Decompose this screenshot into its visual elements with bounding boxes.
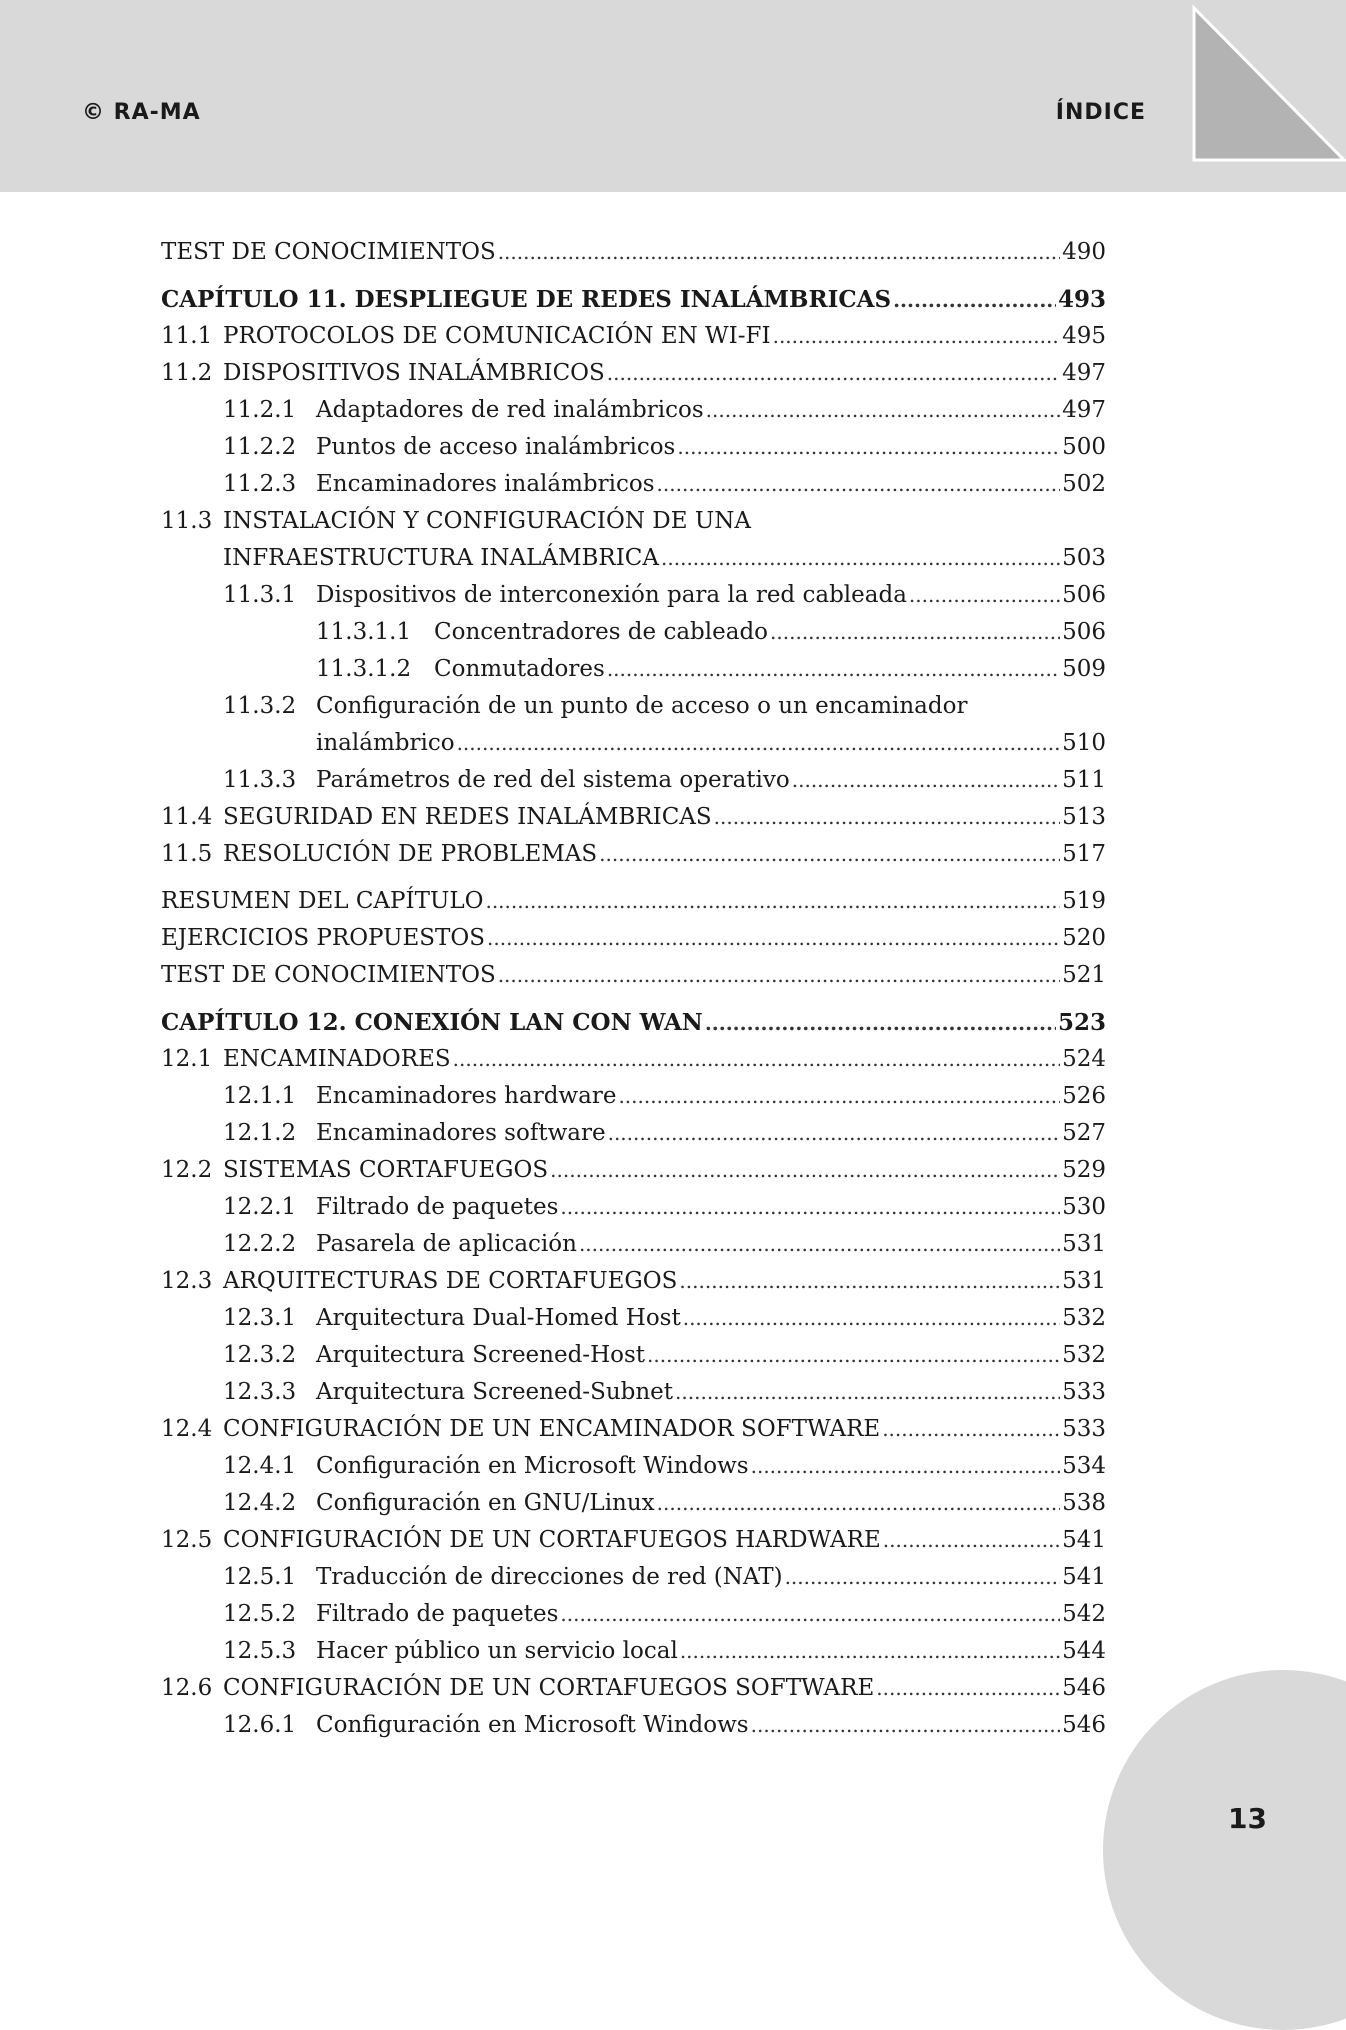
toc-title: SEGURIDAD EN REDES INALÁMBRICAS bbox=[223, 804, 712, 830]
toc-entry-line2[interactable] bbox=[161, 725, 1106, 762]
toc-number: 12.1 bbox=[161, 1046, 213, 1072]
toc-leader bbox=[618, 1078, 1060, 1115]
toc-leader bbox=[751, 1707, 1060, 1744]
toc-title-continued: INFRAESTRUCTURA INALÁMBRICA bbox=[223, 545, 660, 571]
toc-entry[interactable] bbox=[161, 1633, 1106, 1670]
toc-page: 533 bbox=[1062, 1379, 1106, 1405]
toc-entry[interactable] bbox=[161, 762, 1106, 799]
toc-number: 12.4 bbox=[161, 1416, 213, 1442]
toc-entry[interactable] bbox=[161, 1448, 1106, 1485]
toc-number: 12.1.2 bbox=[223, 1120, 297, 1146]
toc-entry[interactable] bbox=[161, 1337, 1106, 1374]
toc-page: 530 bbox=[1062, 1194, 1106, 1220]
toc-number: 11.3.3 bbox=[223, 767, 297, 793]
toc-page: 541 bbox=[1062, 1564, 1106, 1590]
toc-number: 11.3.1.1 bbox=[316, 619, 412, 645]
page-header bbox=[0, 0, 1346, 192]
toc-title: Filtrado de paquetes bbox=[316, 1194, 559, 1220]
toc-page: 495 bbox=[1062, 323, 1106, 349]
toc-page: 541 bbox=[1062, 1527, 1106, 1553]
section-label: ÍNDICE bbox=[1055, 100, 1146, 125]
toc-leader bbox=[457, 725, 1061, 762]
toc-title: CONFIGURACIÓN DE UN CORTAFUEGOS HARDWARE bbox=[223, 1527, 881, 1553]
toc-leader bbox=[893, 281, 1056, 318]
toc-page: 546 bbox=[1062, 1712, 1106, 1738]
toc-number: 11.2.2 bbox=[223, 434, 297, 460]
toc-title: DISPOSITIVOS INALÁMBRICOS bbox=[223, 360, 605, 386]
toc-title: Pasarela de aplicación bbox=[316, 1231, 577, 1257]
toc-entry[interactable] bbox=[161, 799, 1106, 836]
toc-entry[interactable] bbox=[161, 577, 1106, 614]
toc-leader bbox=[683, 1300, 1060, 1337]
toc-number: 11.2.3 bbox=[223, 471, 297, 497]
toc-leader bbox=[607, 651, 1060, 688]
toc-number: 12.2.1 bbox=[223, 1194, 297, 1220]
toc-title: Conmutadores bbox=[434, 656, 605, 682]
toc-page: 497 bbox=[1062, 397, 1106, 423]
toc-leader bbox=[883, 1522, 1060, 1559]
toc-leader bbox=[677, 429, 1060, 466]
toc-leader bbox=[647, 1337, 1060, 1374]
toc-number: 11.3 bbox=[161, 508, 213, 534]
toc-page: 510 bbox=[1062, 730, 1106, 756]
toc-leader bbox=[550, 1152, 1060, 1189]
toc-leader bbox=[608, 1115, 1061, 1152]
toc-title: Arquitectura Dual-Homed Host bbox=[316, 1305, 681, 1331]
toc-leader bbox=[498, 234, 1060, 271]
toc-entry[interactable] bbox=[161, 1559, 1106, 1596]
toc-leader bbox=[785, 1559, 1061, 1596]
toc-page: 521 bbox=[1062, 962, 1106, 988]
toc-number: 12.3 bbox=[161, 1268, 213, 1294]
toc-page: 542 bbox=[1062, 1601, 1106, 1627]
toc-entry-line2[interactable] bbox=[161, 540, 1106, 577]
toc-title: Arquitectura Screened-Subnet bbox=[316, 1379, 674, 1405]
toc-title: EJERCICIOS PROPUESTOS bbox=[161, 925, 486, 951]
toc-entry[interactable] bbox=[161, 318, 1106, 355]
toc-title: INSTALACIÓN Y CONFIGURACIÓN DE UNA bbox=[223, 508, 751, 534]
toc-page: 523 bbox=[1057, 1009, 1106, 1036]
toc-page: 502 bbox=[1062, 471, 1106, 497]
toc-title: CONFIGURACIÓN DE UN ENCAMINADOR SOFTWARE bbox=[223, 1416, 881, 1442]
toc-page: 509 bbox=[1062, 656, 1106, 682]
toc-title: Puntos de acceso inalámbricos bbox=[316, 434, 676, 460]
toc-leader bbox=[680, 1633, 1060, 1670]
toc-page: 520 bbox=[1062, 925, 1106, 951]
toc-entry[interactable] bbox=[161, 1152, 1106, 1189]
toc-page: 534 bbox=[1062, 1453, 1106, 1479]
toc-leader bbox=[661, 540, 1060, 577]
toc-leader bbox=[579, 1226, 1060, 1263]
toc-page: 531 bbox=[1062, 1268, 1106, 1294]
toc-number: 11.2.1 bbox=[223, 397, 297, 423]
toc-leader bbox=[657, 1485, 1060, 1522]
toc-title: CONFIGURACIÓN DE UN CORTAFUEGOS SOFTWARE bbox=[223, 1675, 875, 1701]
toc-page: 506 bbox=[1062, 619, 1106, 645]
toc-page: 497 bbox=[1062, 360, 1106, 386]
toc-leader bbox=[706, 392, 1060, 429]
toc-entry[interactable] bbox=[161, 883, 1106, 920]
toc-title: Concentradores de cableado bbox=[434, 619, 769, 645]
toc-number: 12.4.2 bbox=[223, 1490, 297, 1516]
toc-number: 11.5 bbox=[161, 841, 213, 867]
toc-page: 503 bbox=[1062, 545, 1106, 571]
toc-title: Parámetros de red del sistema operativo bbox=[316, 767, 790, 793]
toc-number: 12.6.1 bbox=[223, 1712, 297, 1738]
toc-title: SISTEMAS CORTAFUEGOS bbox=[223, 1157, 549, 1183]
toc-page: 519 bbox=[1062, 888, 1106, 914]
toc-title: Configuración en Microsoft Windows bbox=[316, 1712, 749, 1738]
toc-number: 12.5.3 bbox=[223, 1638, 297, 1664]
page-corner-fold bbox=[1176, 0, 1346, 170]
toc-leader bbox=[882, 1411, 1060, 1448]
toc-number: 12.5.2 bbox=[223, 1601, 297, 1627]
toc-page: 544 bbox=[1062, 1638, 1106, 1664]
toc-leader bbox=[487, 920, 1060, 957]
publisher-label: © RA-MA bbox=[82, 100, 201, 125]
toc-entry[interactable] bbox=[161, 836, 1106, 873]
toc-title: Arquitectura Screened-Host bbox=[316, 1342, 646, 1368]
toc-entry-line1[interactable] bbox=[161, 503, 1106, 540]
toc-number: 11.1 bbox=[161, 323, 213, 349]
toc-entry[interactable] bbox=[161, 1411, 1106, 1448]
toc-entry[interactable] bbox=[161, 234, 1106, 271]
toc-page: 532 bbox=[1062, 1305, 1106, 1331]
toc-leader bbox=[773, 318, 1061, 355]
toc-entry[interactable] bbox=[161, 1189, 1106, 1226]
toc-page: 506 bbox=[1062, 582, 1106, 608]
toc-leader bbox=[751, 1448, 1060, 1485]
toc-leader bbox=[657, 466, 1061, 503]
toc-page: 531 bbox=[1062, 1231, 1106, 1257]
toc-entry[interactable] bbox=[161, 1263, 1106, 1300]
toc-page: 527 bbox=[1062, 1120, 1106, 1146]
toc-title: ARQUITECTURAS DE CORTAFUEGOS bbox=[223, 1268, 678, 1294]
toc-number: 11.2 bbox=[161, 360, 213, 386]
toc-number: 12.3.2 bbox=[223, 1342, 297, 1368]
toc-leader bbox=[453, 1041, 1060, 1078]
toc-entry[interactable] bbox=[161, 1374, 1106, 1411]
toc-title: Configuración de un punto de acceso o un encaminador bbox=[316, 693, 968, 719]
toc-entry[interactable] bbox=[161, 920, 1106, 957]
toc-page: 500 bbox=[1062, 434, 1106, 460]
toc-page: 511 bbox=[1062, 767, 1106, 793]
toc-title: Encaminadores inalámbricos bbox=[316, 471, 655, 497]
toc-title: CAPÍTULO 11. DESPLIEGUE DE REDES INALÁMBRICAS bbox=[161, 286, 892, 313]
toc-page: 538 bbox=[1062, 1490, 1106, 1516]
toc-title: TEST DE CONOCIMIENTOS bbox=[161, 962, 496, 988]
toc-number: 12.4.1 bbox=[223, 1453, 297, 1479]
toc-entry[interactable] bbox=[161, 1078, 1106, 1115]
toc-leader bbox=[607, 355, 1060, 392]
toc-title: Traducción de direcciones de red (NAT) bbox=[316, 1564, 783, 1590]
toc-number: 12.5 bbox=[161, 1527, 213, 1553]
toc-title: RESUMEN DEL CAPÍTULO bbox=[161, 888, 484, 914]
toc-entry[interactable] bbox=[161, 429, 1106, 466]
toc-page: 517 bbox=[1062, 841, 1106, 867]
toc-title: CAPÍTULO 12. CONEXIÓN LAN CON WAN bbox=[161, 1009, 703, 1036]
toc-number: 11.4 bbox=[161, 804, 213, 830]
toc-number: 12.3.1 bbox=[223, 1305, 297, 1331]
toc-leader bbox=[560, 1596, 1060, 1633]
toc-title: Encaminadores software bbox=[316, 1120, 606, 1146]
table-of-contents bbox=[161, 234, 1106, 1744]
toc-leader bbox=[770, 614, 1060, 651]
toc-entry[interactable] bbox=[161, 355, 1106, 392]
toc-page: 533 bbox=[1062, 1416, 1106, 1442]
toc-entry[interactable] bbox=[161, 1300, 1106, 1337]
toc-entry[interactable] bbox=[161, 466, 1106, 503]
toc-title-continued: inalámbrico bbox=[316, 730, 455, 756]
toc-leader bbox=[679, 1263, 1060, 1300]
toc-entry[interactable] bbox=[161, 651, 1106, 688]
toc-page: 532 bbox=[1062, 1342, 1106, 1368]
toc-chapter-heading[interactable] bbox=[161, 281, 1106, 318]
toc-page: 490 bbox=[1062, 239, 1106, 265]
page-number: 13 bbox=[1228, 1802, 1267, 1835]
toc-page: 493 bbox=[1057, 286, 1106, 313]
toc-title: Filtrado de paquetes bbox=[316, 1601, 559, 1627]
page-number-tab bbox=[1103, 1670, 1346, 2030]
toc-number: 12.6 bbox=[161, 1675, 213, 1701]
toc-entry[interactable] bbox=[161, 1522, 1106, 1559]
toc-leader bbox=[876, 1670, 1060, 1707]
toc-entry[interactable] bbox=[161, 1707, 1106, 1744]
toc-leader bbox=[909, 577, 1060, 614]
toc-title: ENCAMINADORES bbox=[223, 1046, 451, 1072]
toc-entry[interactable] bbox=[161, 1596, 1106, 1633]
toc-entry[interactable] bbox=[161, 1670, 1106, 1707]
toc-number: 12.2 bbox=[161, 1157, 213, 1183]
toc-title: TEST DE CONOCIMIENTOS bbox=[161, 239, 496, 265]
toc-number: 11.3.2 bbox=[223, 693, 297, 719]
toc-entry[interactable] bbox=[161, 957, 1106, 994]
toc-title: Dispositivos de interconexión para la red cableada bbox=[316, 582, 907, 608]
toc-leader bbox=[792, 762, 1060, 799]
toc-number: 11.3.1.2 bbox=[316, 656, 412, 682]
toc-entry[interactable] bbox=[161, 614, 1106, 651]
toc-leader bbox=[714, 799, 1060, 836]
toc-leader bbox=[560, 1189, 1060, 1226]
toc-entry[interactable] bbox=[161, 392, 1106, 429]
toc-page: 529 bbox=[1062, 1157, 1106, 1183]
toc-number: 12.3.3 bbox=[223, 1379, 297, 1405]
toc-title: Configuración en Microsoft Windows bbox=[316, 1453, 749, 1479]
toc-leader bbox=[675, 1374, 1060, 1411]
toc-chapter-heading[interactable] bbox=[161, 1004, 1106, 1041]
toc-number: 12.5.1 bbox=[223, 1564, 297, 1590]
toc-entry[interactable] bbox=[161, 1485, 1106, 1522]
toc-page: 513 bbox=[1062, 804, 1106, 830]
toc-number: 12.1.1 bbox=[223, 1083, 297, 1109]
toc-leader bbox=[485, 883, 1060, 920]
toc-title: PROTOCOLOS DE COMUNICACIÓN EN WI-FI bbox=[223, 323, 771, 349]
toc-title: RESOLUCIÓN DE PROBLEMAS bbox=[223, 841, 598, 867]
toc-entry[interactable] bbox=[161, 1226, 1106, 1263]
toc-title: Configuración en GNU/Linux bbox=[316, 1490, 655, 1516]
toc-page: 546 bbox=[1062, 1675, 1106, 1701]
toc-title: Encaminadores hardware bbox=[316, 1083, 617, 1109]
toc-number: 11.3.1 bbox=[223, 582, 297, 608]
toc-page: 526 bbox=[1062, 1083, 1106, 1109]
toc-entry-line1[interactable] bbox=[161, 688, 1106, 725]
toc-entry[interactable] bbox=[161, 1115, 1106, 1152]
toc-page: 524 bbox=[1062, 1046, 1106, 1072]
toc-leader bbox=[705, 1004, 1056, 1041]
toc-title: Adaptadores de red inalámbricos bbox=[316, 397, 704, 423]
toc-entry[interactable] bbox=[161, 1041, 1106, 1078]
toc-number: 12.2.2 bbox=[223, 1231, 297, 1257]
toc-leader bbox=[498, 957, 1060, 994]
toc-title: Hacer público un servicio local bbox=[316, 1638, 678, 1664]
toc-leader bbox=[599, 836, 1060, 873]
